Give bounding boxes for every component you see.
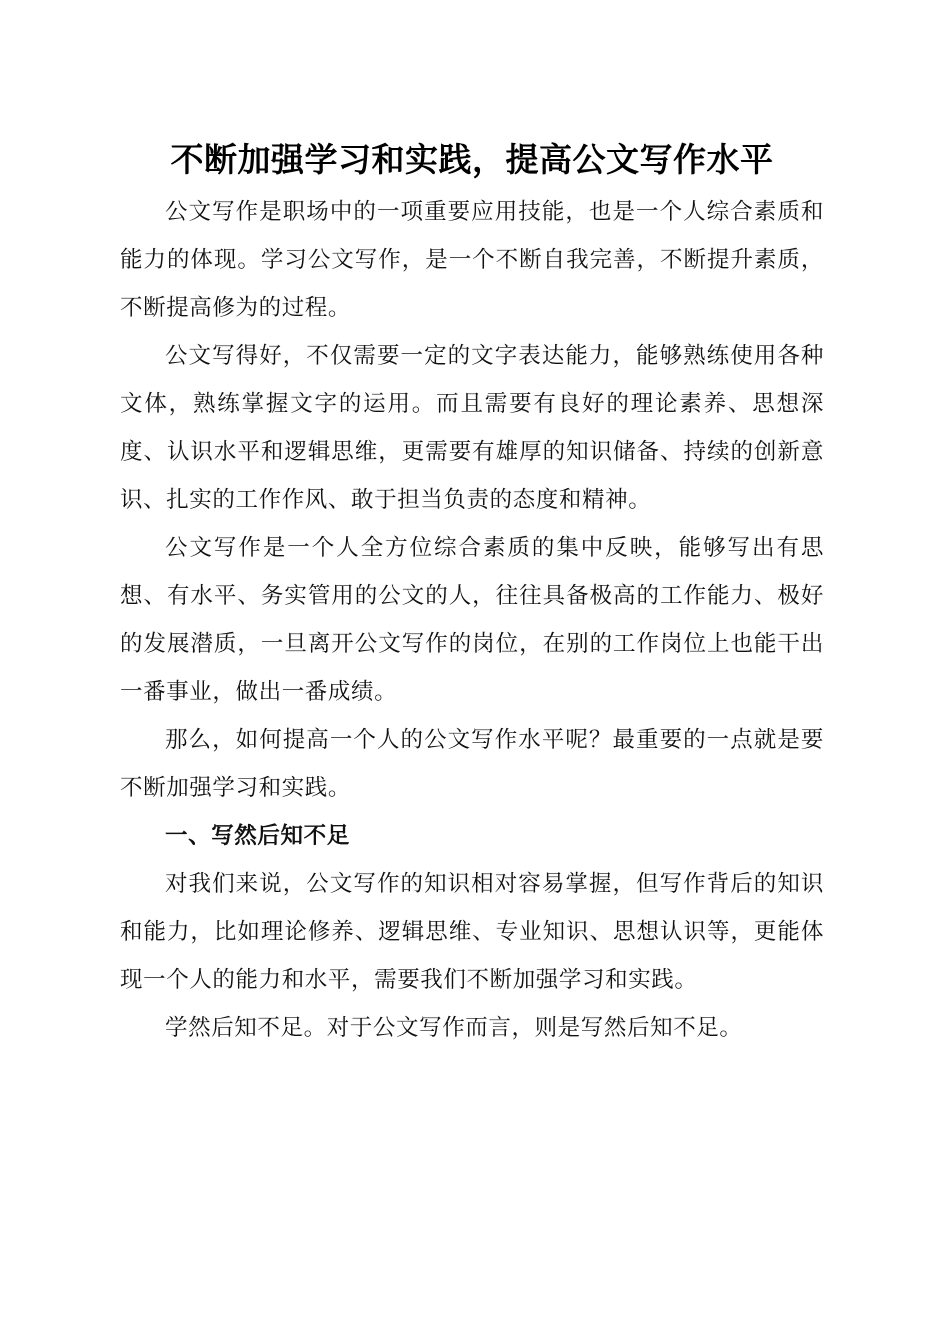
document-body	[120, 136, 824, 1052]
section-heading-1: 一、写然后知不足	[165, 823, 350, 849]
paragraph-intro: 公文写作是职场中的一项重要应用技能，也是一个人综合素质和能力的体现。学习公文写作，是一个不断自我完善，不断提升素质，不断提高修为的过程。	[120, 199, 824, 321]
paragraph-section1-body: 对我们来说，公文写作的知识相对容易掌握，但写作背后的知识和能力，比如理论修养、逻辑思维、专业知识、思想认识等，更能体现一个人的能力和水平，需要我们不断加强学习和实践。	[120, 871, 824, 993]
paragraph-section1-conclusion: 学然后知不足。对于公文写作而言，则是写然后知不足。	[165, 1015, 743, 1041]
paragraph-reflection: 公文写作是一个人全方位综合素质的集中反映，能够写出有思想、有水平、务实管用的公文的人，往往具备极高的工作能力、极好的发展潜质，一旦离开公文写作的岗位，在别的工作岗位上也能干出一番事业，做出一番成绩。	[120, 535, 824, 705]
paragraph-requirements: 公文写得好，不仅需要一定的文字表达能力，能够熟练使用各种文体，熟练掌握文字的运用。而且需要有良好的理论素养、思想深度、认识水平和逻辑思维，更需要有雄厚的知识储备、持续的创新意识、扎实的工作作风、敢于担当负责的态度和精神。	[120, 343, 824, 513]
document-title: 不断加强学习和实践，提高公文写作水平	[170, 140, 774, 179]
paragraph-question: 那么，如何提高一个人的公文写作水平呢？最重要的一点就是要不断加强学习和实践。	[120, 727, 824, 801]
